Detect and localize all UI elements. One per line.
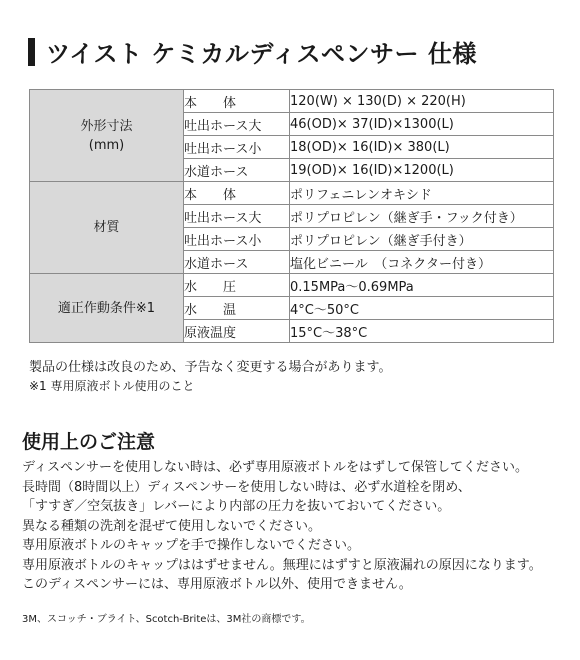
caution-line: 異なる種類の洗剤を混ぜて使用しないでください。 — [22, 518, 322, 534]
spec-item: 本 体 — [184, 90, 290, 113]
spec-item: 吐出ホース小 — [184, 136, 290, 159]
spec-value: 0.15MPa〜0.69MPa — [290, 274, 554, 297]
page-title: ツイスト ケミカルディスペンサー 仕様 — [46, 40, 477, 68]
spec-value: 塩化ビニール （コネクター付き） — [290, 251, 554, 274]
spec-item: 本 体 — [184, 182, 290, 205]
spec-value: 18(OD)× 16(ID)× 380(L) — [290, 136, 554, 159]
caution-line: 専用原液ボトルのキャップははずせません。無理にはずすと原液漏れの原因になります。 — [22, 557, 542, 573]
group-label-material: 材質 — [30, 182, 184, 274]
table-row — [30, 274, 554, 297]
spec-note-change: 製品の仕様は改良のため、予告なく変更する場合があります。 — [29, 360, 392, 375]
spec-value: ポリフェニレンオキシド — [290, 182, 554, 205]
spec-item: 水 圧 — [184, 274, 290, 297]
group-label-line: 外形寸法 — [80, 118, 133, 134]
spec-value: 46(OD)× 37(ID)×1300(L) — [290, 113, 554, 136]
spec-table — [29, 89, 554, 343]
spec-notes — [29, 358, 391, 396]
spec-value: 15°C〜38°C — [290, 320, 554, 343]
spec-value: 19(OD)× 16(ID)×1200(L) — [290, 159, 554, 182]
group-label-operating-conditions: 適正作動条件※1 — [30, 274, 184, 343]
caution-line: 専用原液ボトルのキャップを手で操作しないでください。 — [22, 538, 361, 553]
spec-item: 原液温度 — [184, 320, 290, 343]
spec-item: 吐出ホース大 — [184, 205, 290, 228]
trademark-notice: 3M、スコッチ・ブライト、Scotch-Briteは、3M社の商標です。 — [22, 614, 311, 625]
title-accent-bar — [28, 38, 35, 66]
group-label-dimensions — [30, 90, 184, 182]
spec-value: ポリプロピレン（継ぎ手・フック付き） — [290, 205, 554, 228]
table-row — [30, 182, 554, 205]
caution-heading: 使用上のご注意 — [22, 431, 156, 453]
group-label-unit: (mm) — [88, 137, 125, 153]
caution-line: 「すすぎ／空気抜き」レバーにより内部の圧力を抜いておいてください。 — [22, 499, 451, 514]
spec-item: 水道ホース — [184, 251, 290, 274]
spec-note-footnote: ※1 専用原液ボトル使用のこと — [29, 379, 195, 393]
spec-value: ポリプロピレン（継ぎ手付き） — [290, 228, 554, 251]
spec-value: 4°C〜50°C — [290, 297, 554, 320]
spec-item: 水 温 — [184, 297, 290, 320]
caution-line: 長時間（8時間以上）ディスペンサーを使用しない時は、必ず水道栓を閉め、 — [22, 479, 471, 495]
spec-item: 吐出ホース大 — [184, 113, 290, 136]
caution-line: このディスペンサーには、専用原液ボトル以外、使用できません。 — [22, 577, 412, 592]
caution-line: ディスペンサーを使用しない時は、必ず専用原液ボトルをはずして保管してください。 — [22, 460, 528, 475]
spec-item: 水道ホース — [184, 159, 290, 182]
spec-item: 吐出ホース小 — [184, 228, 290, 251]
spec-value: 120(W) × 130(D) × 220(H) — [290, 90, 554, 113]
caution-list — [22, 458, 542, 595]
table-row — [30, 90, 554, 113]
